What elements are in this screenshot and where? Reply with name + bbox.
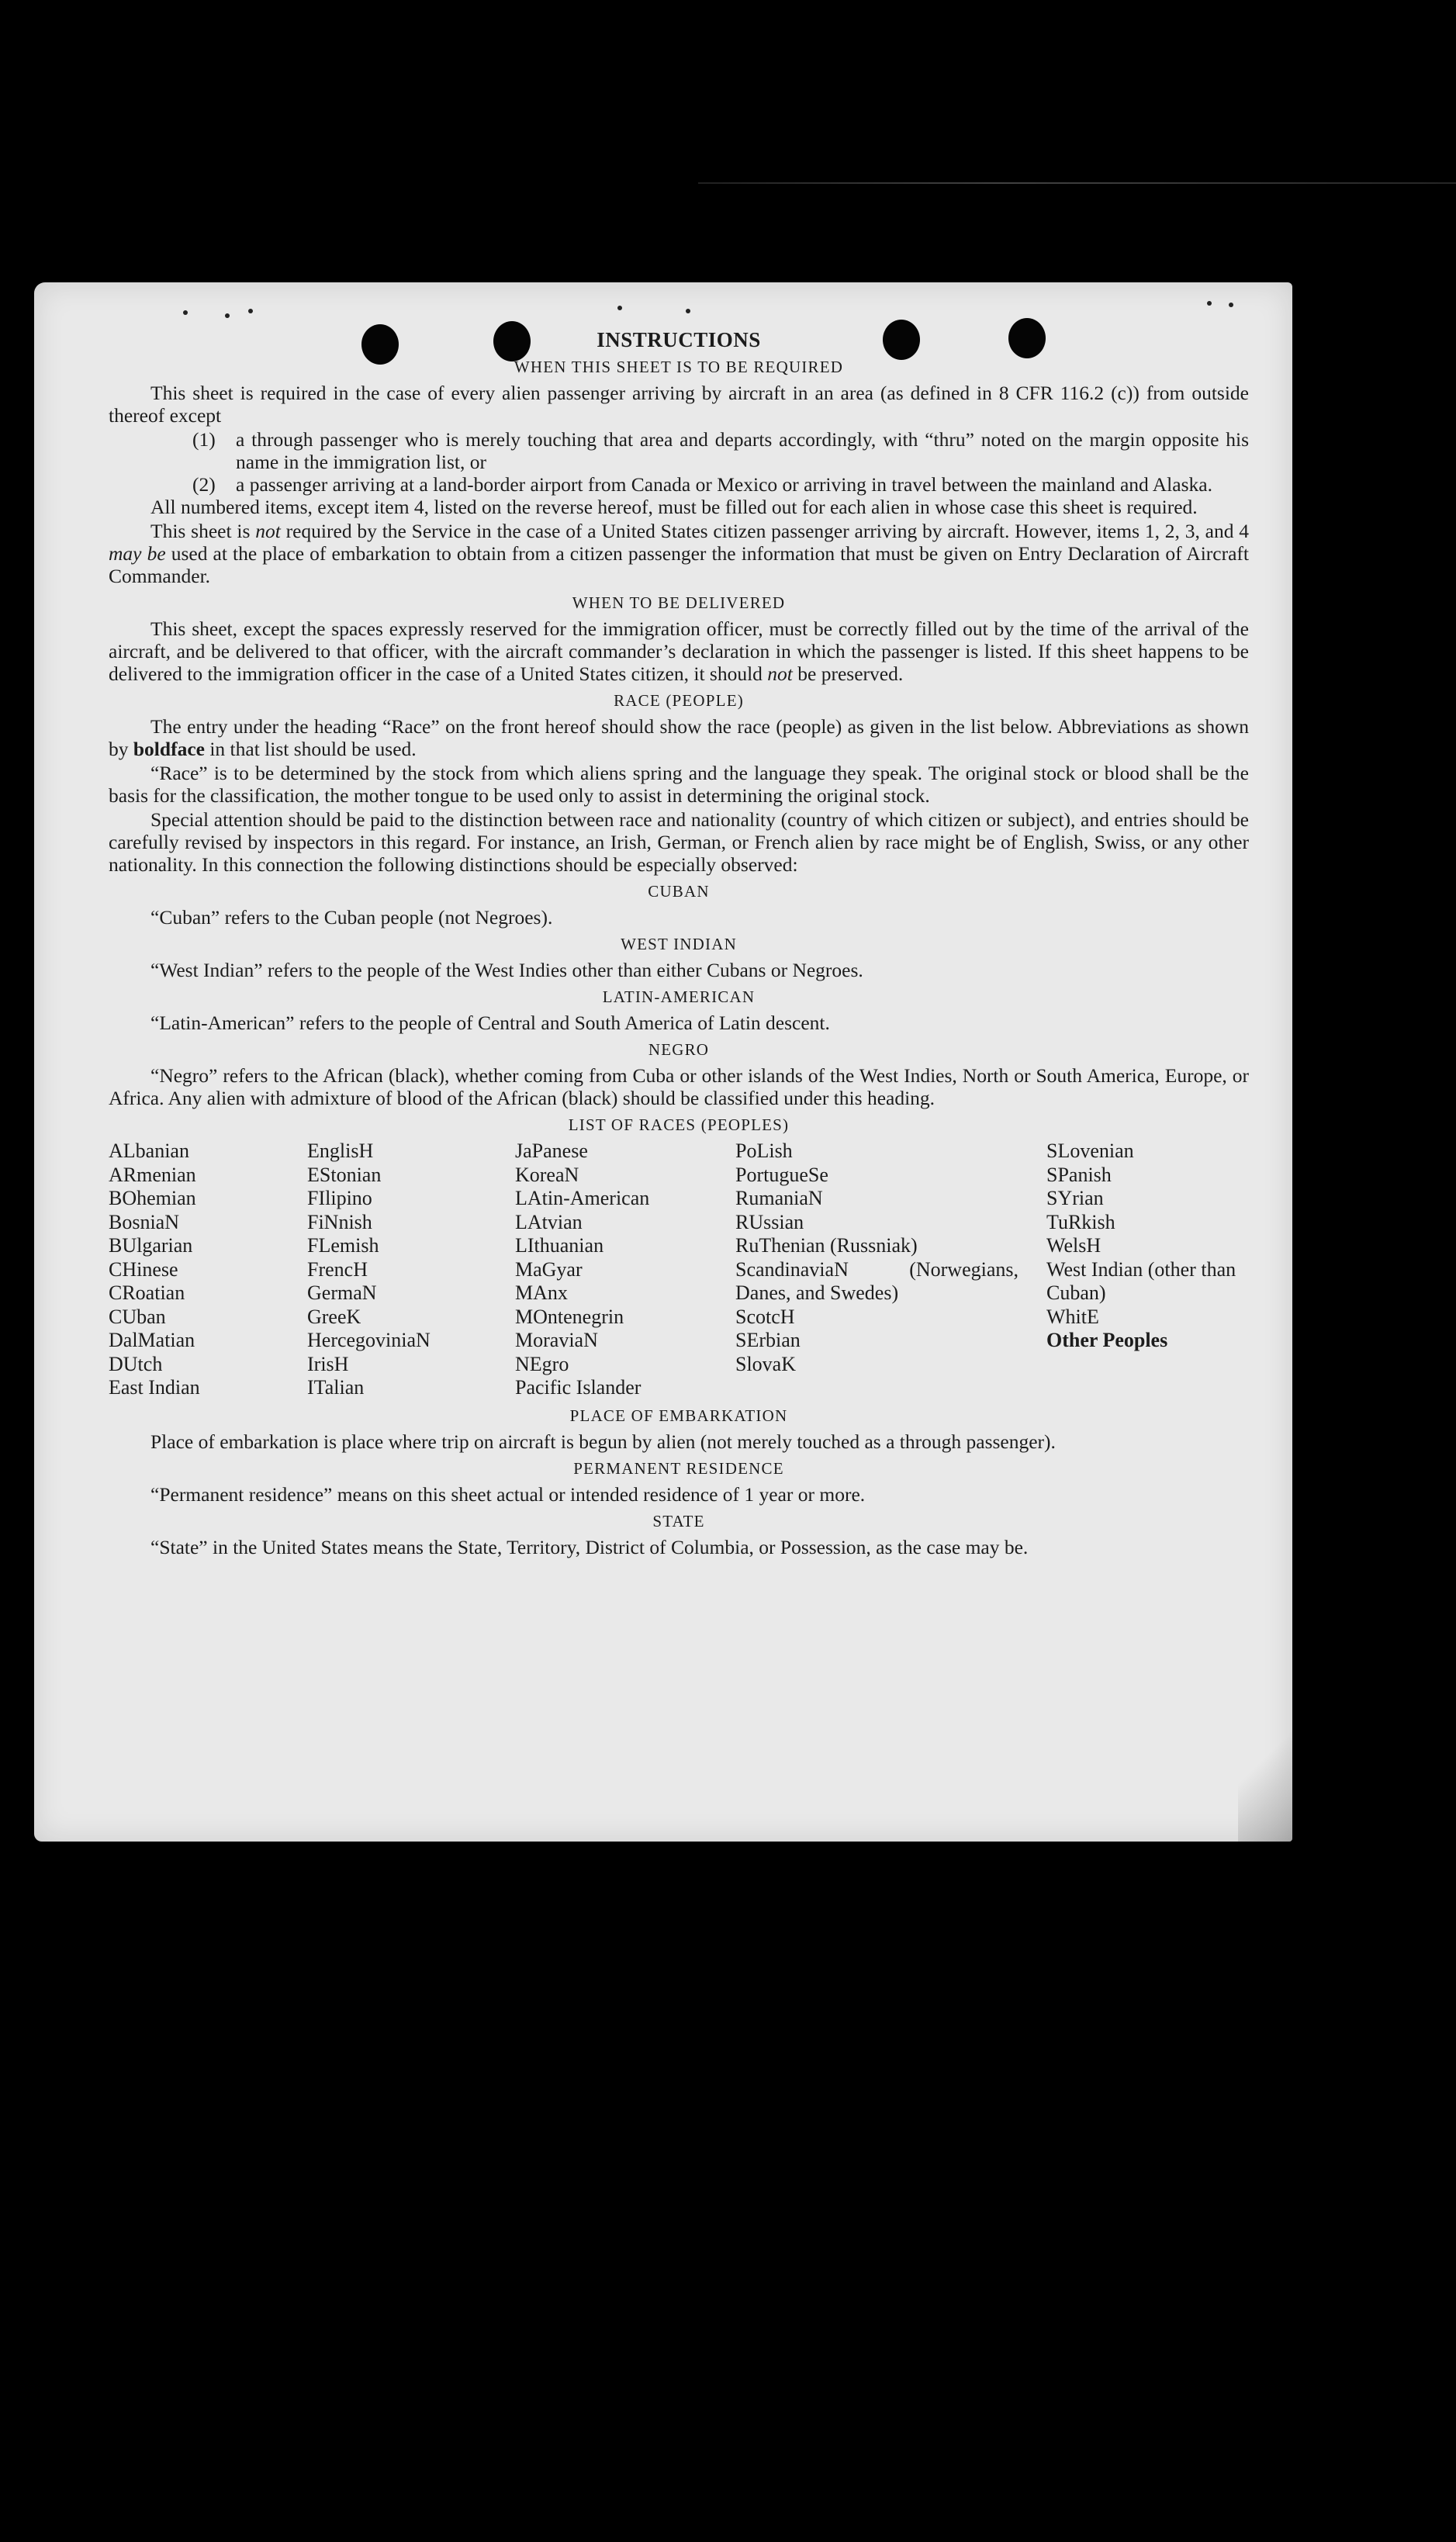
paragraph: “Race” is to be determined by the stock from which aliens spring and the language they speak. The original stock or blood shall be the basis for the classification, the mother tongue to be used only to assist in determining the original stock. [109,762,1249,807]
race-entry: KoreaN [515,1163,579,1186]
race-entry: IrisH [307,1352,349,1375]
race-entry: BosniaN [109,1210,179,1233]
item-number: (1) [192,428,216,451]
section-heading: STATE [652,1511,705,1530]
paragraph: All numbered items, except item 4, listed on the reverse hereof, must be filled out for each alien in whose case this sheet is required. [150,496,1198,518]
race-entry: TuRkish [1046,1210,1115,1233]
speck [248,309,253,313]
document-body [109,329,1249,1560]
race-entry: CUban [109,1305,166,1328]
race-entry: GreeK [307,1305,361,1328]
race-entry: EStonian [307,1163,382,1186]
race-entry: WhitE [1046,1305,1099,1328]
paragraph: The entry under the heading “Race” on the front hereof should show the race (people) as given in the list below. Abbreviations as shown by boldface in that list should be used. [109,715,1249,760]
races-table [109,1140,1249,1400]
race-entry: LIthuanian [515,1234,604,1257]
race-entry: ScotcH [735,1305,795,1328]
paragraph: “West Indian” refers to the people of the West Indies other than either Cubans or Negroes. [150,959,863,981]
section-heading: NEGRO [648,1040,710,1059]
race-entry: RuThenian (Russniak) [735,1234,918,1257]
race-entry: FIlipino [307,1187,372,1209]
race-entry: ARmenian [109,1163,196,1186]
paragraph: This sheet is required in the case of every alien passenger arriving by aircraft in an area (as defined in 8 CFR 116.2 (c)) from outside thereof except [109,382,1249,427]
race-entry: CRoatian [109,1281,185,1304]
paragraph: “Negro” refers to the African (black), whether coming from Cuba or other islands of the West Indies, North or South America, Europe, or Africa. Any alien with admixture of blood of the African (black) should be classified under this heading. [109,1064,1249,1109]
paragraph: Place of embarkation is place where trip on aircraft is begun by alien (not merely touched as a through passenger). [150,1430,1056,1453]
race-entry: West Indian (other than Cuban) [1046,1257,1236,1304]
speck [1229,303,1233,307]
paragraph: “Latin-American” refers to the people of Central and South America of Latin descent. [150,1012,830,1034]
race-column [109,1140,307,1400]
section-heading: PERMANENT RESIDENCE [573,1458,784,1478]
race-entry: SLovenian [1046,1140,1134,1162]
page-curl [1238,1710,1292,1842]
race-entry: SlovaK [735,1352,796,1375]
race-entry: SPanish [1046,1163,1112,1186]
section-heading: WEST INDIAN [621,935,737,953]
speck [183,310,188,315]
race-column [307,1140,515,1400]
race-entry: PoLish [735,1140,793,1162]
race-entry-other: Other Peoples [1046,1329,1168,1351]
race-entry: ITalian [307,1376,365,1399]
page-title: INSTRUCTIONS [597,328,761,351]
speck [225,313,230,318]
race-entry: SErbian [735,1329,801,1351]
race-column [1046,1140,1248,1400]
section-heading: CUBAN [648,882,710,901]
paragraph: “Cuban” refers to the Cuban people (not Negroes). [150,906,553,929]
race-entry: MoraviaN [515,1329,598,1351]
section-heading: LATIN-AMERICAN [602,987,756,1006]
paragraph: “Permanent residence” means on this sheet actual or intended residence of 1 year or more. [150,1482,866,1506]
race-entry: WelsH [1046,1234,1102,1257]
section-heading: RACE (PEOPLE) [614,691,744,710]
race-entry: FrencH [307,1257,368,1281]
race-entry: BOhemian [109,1187,196,1209]
race-entry: East Indian [109,1376,200,1399]
speck [617,306,622,310]
scan-edge-line [698,182,1456,184]
race-entry: EnglisH [307,1140,374,1162]
race-entry: ScandinaviaN (Norwegians, Danes, and Swedes) [735,1257,1019,1304]
paragraph: This sheet is not required by the Service in the case of a United States citizen passenger arriving by aircraft. However, items 1, 2, 3, and 4 may be used at the place of embarkation to obtain from a citizen passenger the information that must be given on Entry Declaration of Aircraft Commander. [109,520,1250,587]
race-entry: Pacific Islander [515,1376,642,1399]
section-heading: WHEN TO BE DELIVERED [572,593,786,612]
speck [1207,301,1212,306]
section-heading: WHEN THIS SHEET IS TO BE REQUIRED [514,358,844,376]
instruction-sheet [34,282,1292,1842]
race-entry: RumaniaN [735,1187,823,1209]
race-entry: CHinese [109,1257,178,1281]
race-entry: SYrian [1046,1187,1104,1209]
section-heading: LIST OF RACES (PEOPLES) [568,1115,790,1134]
race-entry: HercegoviniaN [307,1329,431,1351]
item-text: a through passenger who is merely touching that area and departs accordingly, with “thru” noted on the margin opposite his name in the immigration list, or [236,428,1249,473]
item-text: a passenger arriving at a land-border airport from Canada or Mexico or arriving in travel between the mainland and Alaska. [236,473,1212,496]
race-entry: NEgro [515,1352,569,1375]
speck [686,309,690,313]
race-entry: FiNnish [307,1210,372,1233]
race-entry: MOntenegrin [515,1305,624,1328]
race-entry: DUtch [109,1352,163,1375]
race-entry: MAnx [515,1281,568,1304]
race-entry: LAtin-American [515,1187,650,1209]
race-entry: JaPanese [515,1140,588,1162]
race-column [735,1140,1046,1400]
race-entry: DalMatian [109,1329,195,1351]
paragraph: “State” in the United States means the State, Territory, District of Columbia, or Possession, as the case may be. [150,1535,1029,1558]
paragraph: Special attention should be paid to the distinction between race and nationality (country of which citizen or subject), and entries should be carefully revised by inspectors in this regard. For instance, an Irish, German, or French alien by race might be of English, Swiss, or any other nationality. In this connection the following distinctions should be especially observed: [109,808,1249,876]
section-heading: PLACE OF EMBARKATION [569,1406,788,1425]
list-item [192,428,1249,473]
race-entry: RUssian [735,1210,804,1233]
item-number: (2) [192,473,216,496]
list-item [192,473,1249,496]
race-column [515,1140,735,1400]
race-entry: PortugueSe [735,1163,828,1186]
paragraph: This sheet, except the spaces expressly reserved for the immigration officer, must be correctly filled out by the time of the arrival of the aircraft, and be delivered to that officer, with the aircraft commander’s declaration in which the passenger is listed. If this sheet happens to be delivered to the immigration officer in the case of a United States citizen, it should not be preserved. [109,617,1249,685]
race-entry: LAtvian [515,1210,583,1233]
race-entry: BUlgarian [109,1234,193,1257]
race-entry: MaGyar [515,1257,583,1281]
race-entry: ALbanian [109,1140,189,1162]
race-entry: FLemish [307,1234,379,1257]
race-entry: GermaN [307,1281,377,1304]
